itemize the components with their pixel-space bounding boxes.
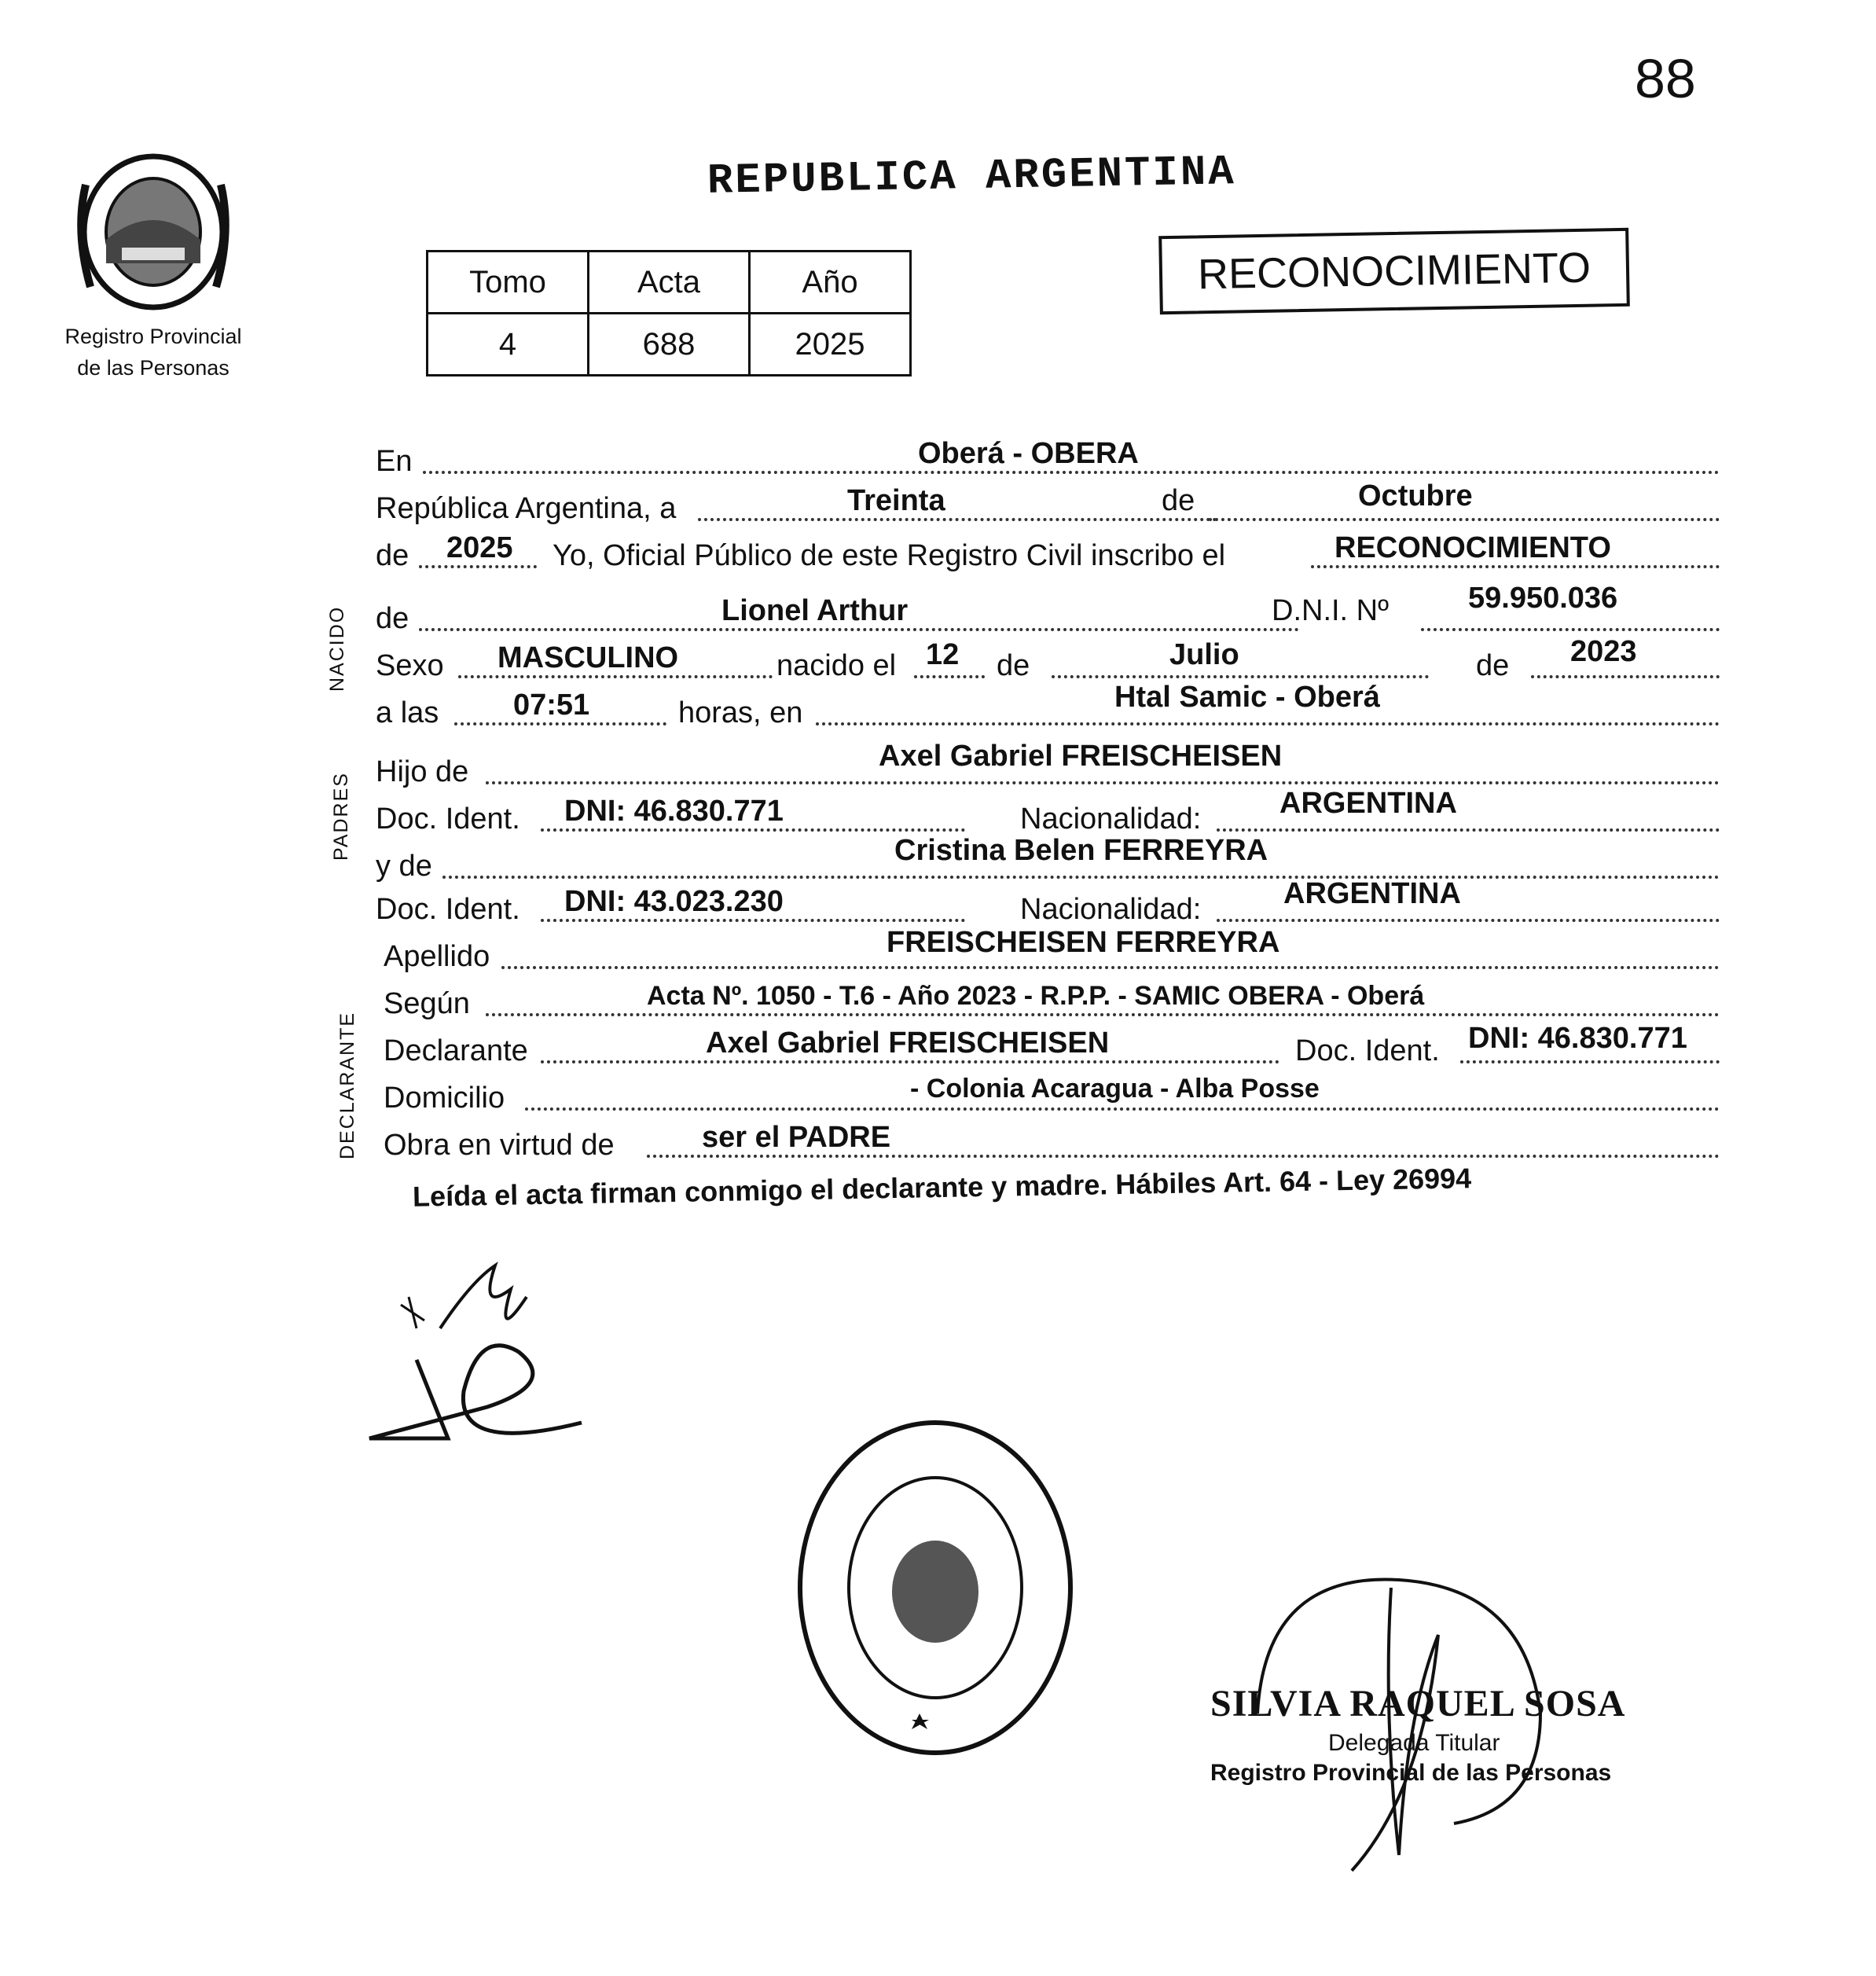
logo-caption-line2: de las Personas: [77, 356, 229, 380]
footer-note: Leída el acta firman conmigo el declarante y madre. Hábiles Art. 64 - Ley 26994: [412, 1162, 1472, 1213]
value-father-doc: DNI: 46.830.771: [564, 795, 784, 828]
side-label-parents: PADRES: [330, 772, 352, 861]
dots: [647, 1155, 1720, 1158]
dots: [1217, 919, 1720, 922]
page-title: REPUBLICA ARGENTINA: [707, 149, 1237, 206]
value-birth-year: 2023: [1570, 635, 1637, 668]
label-hours: horas, en: [678, 696, 803, 729]
label-father: Hijo de: [376, 755, 469, 788]
dots: [1209, 518, 1720, 521]
dots: [541, 1060, 1279, 1063]
reference-table: [426, 250, 912, 376]
label-date-prefix: República Argentina, a: [376, 492, 677, 525]
dots: [486, 1013, 1720, 1016]
row-mother-doc: [376, 877, 1720, 930]
value-dni: 59.950.036: [1468, 582, 1618, 615]
row-surname: [376, 926, 1720, 977]
value-birth-place: Htal Samic - Oberá: [1114, 681, 1380, 714]
official-stamp: [794, 1415, 1077, 1765]
signatory-block: [1210, 1682, 1625, 1787]
value-address: - Colonia Acaragua - Alba Posse: [910, 1074, 1320, 1104]
row-person: [376, 582, 1720, 639]
label-declarant-doc: Doc. Ident.: [1295, 1034, 1440, 1067]
value-father-nationality: ARGENTINA: [1279, 787, 1457, 820]
row-according: [376, 979, 1720, 1024]
value-declarant: Axel Gabriel FREISCHEISEN: [706, 1027, 1110, 1060]
label-according: Según: [384, 987, 470, 1020]
label-father-nationality: Nacionalidad:: [1020, 803, 1202, 836]
value-mother-doc: DNI: 43.023.230: [564, 885, 784, 918]
label-year: de: [376, 539, 409, 572]
page-number: 88: [1635, 48, 1696, 109]
row-sex: [376, 635, 1720, 686]
declarant-signatures: [362, 1250, 597, 1501]
dots: [486, 781, 1720, 784]
value-father-name: Axel Gabriel FREISCHEISEN: [879, 740, 1283, 773]
label-birth-de1: de: [997, 649, 1030, 682]
value-mother-name: Cristina Belen FERREYRA: [894, 834, 1268, 867]
ref-value-acta: 688: [589, 314, 750, 376]
label-dni: D.N.I. Nº: [1272, 594, 1389, 627]
dots: [501, 966, 1720, 969]
row-statement: [376, 531, 1720, 576]
label-mother-doc: Doc. Ident.: [376, 893, 520, 926]
row-mother: [376, 834, 1720, 887]
dots: [454, 722, 666, 725]
dots: [1421, 628, 1720, 631]
dots: [541, 828, 965, 832]
row-declarant: [376, 1022, 1720, 1071]
value-statement: RECONOCIMIENTO: [1334, 531, 1611, 564]
record-type-box: RECONOCIMIENTO: [1158, 228, 1630, 314]
row-father: [376, 740, 1720, 792]
dots: [816, 722, 1720, 725]
label-time: a las: [376, 696, 439, 729]
label-mother: y de: [376, 850, 432, 883]
dots: [423, 471, 1720, 474]
ref-value-ano: 2025: [750, 314, 911, 376]
value-according: Acta Nº. 1050 - T.6 - Año 2023 - R.P.P. - SAMIC OBERA - Oberá: [647, 981, 1425, 1011]
signatory-name: SILVIA RAQUEL SOSA: [1210, 1683, 1626, 1724]
side-label-born: NACIDO: [326, 605, 348, 692]
row-date: [376, 479, 1720, 529]
ref-header-ano: Año: [750, 252, 911, 314]
dots: [1460, 1060, 1720, 1063]
value-birth-time: 07:51: [513, 689, 590, 722]
label-born: nacido el: [776, 649, 897, 682]
value-year: 2025: [446, 531, 513, 564]
dots: [541, 919, 965, 922]
row-place: [376, 436, 1720, 482]
label-sex: Sexo: [376, 649, 444, 682]
side-label-declarant: DECLARANTE: [336, 1011, 358, 1159]
value-place: Oberá - OBERA: [918, 437, 1139, 470]
dots: [914, 675, 985, 678]
label-person: de: [376, 602, 409, 635]
row-father-doc: [376, 787, 1720, 839]
dots: [442, 876, 1720, 879]
stamp-seal-icon: [794, 1415, 1077, 1761]
dots: [419, 565, 537, 568]
label-address: Domicilio: [384, 1082, 505, 1115]
dots: [1052, 675, 1429, 678]
row-acts-as: [376, 1120, 1720, 1166]
ref-header-acta: Acta: [589, 252, 750, 314]
signatory-org: Registro Provincial de las Personas: [1210, 1760, 1612, 1786]
value-mother-nationality: ARGENTINA: [1283, 877, 1461, 910]
value-sex: MASCULINO: [497, 641, 679, 674]
dots: [1531, 675, 1720, 678]
label-place: En: [376, 445, 413, 478]
label-declarant: Declarante: [384, 1034, 528, 1067]
value-birth-month: Julio: [1169, 638, 1239, 671]
label-father-doc: Doc. Ident.: [376, 803, 520, 836]
dots: [698, 518, 1217, 521]
label-surname: Apellido: [384, 940, 490, 973]
value-declarant-doc: DNI: 46.830.771: [1468, 1022, 1687, 1055]
province-seal-icon: [75, 153, 232, 314]
signatory-role: Delegada Titular: [1328, 1730, 1500, 1756]
value-month: Octubre: [1358, 479, 1473, 512]
label-acts-as: Obra en virtud de: [384, 1129, 615, 1162]
dots: [1217, 828, 1720, 832]
value-person-name: Lionel Arthur: [721, 594, 909, 627]
value-acts-as: ser el PADRE: [702, 1121, 891, 1154]
value-birth-day: 12: [926, 638, 960, 671]
label-de: de: [1162, 484, 1195, 517]
dots: [525, 1107, 1720, 1111]
registry-logo: [55, 153, 251, 381]
ref-value-tomo: 4: [428, 314, 589, 376]
dots: [1311, 565, 1720, 568]
row-address: [376, 1073, 1720, 1118]
row-time: [376, 681, 1720, 733]
value-surname: FREISCHEISEN FERREYRA: [887, 926, 1280, 959]
dots: [419, 628, 1299, 631]
ref-header-tomo: Tomo: [428, 252, 589, 314]
label-mother-nationality: Nacionalidad:: [1020, 893, 1202, 926]
logo-caption-line1: Registro Provincial: [64, 325, 242, 348]
dots: [458, 675, 773, 678]
value-day: Treinta: [847, 484, 945, 517]
label-birth-de2: de: [1476, 649, 1510, 682]
label-statement: Yo, Oficial Público de este Registro Civil inscribo el: [553, 539, 1226, 572]
